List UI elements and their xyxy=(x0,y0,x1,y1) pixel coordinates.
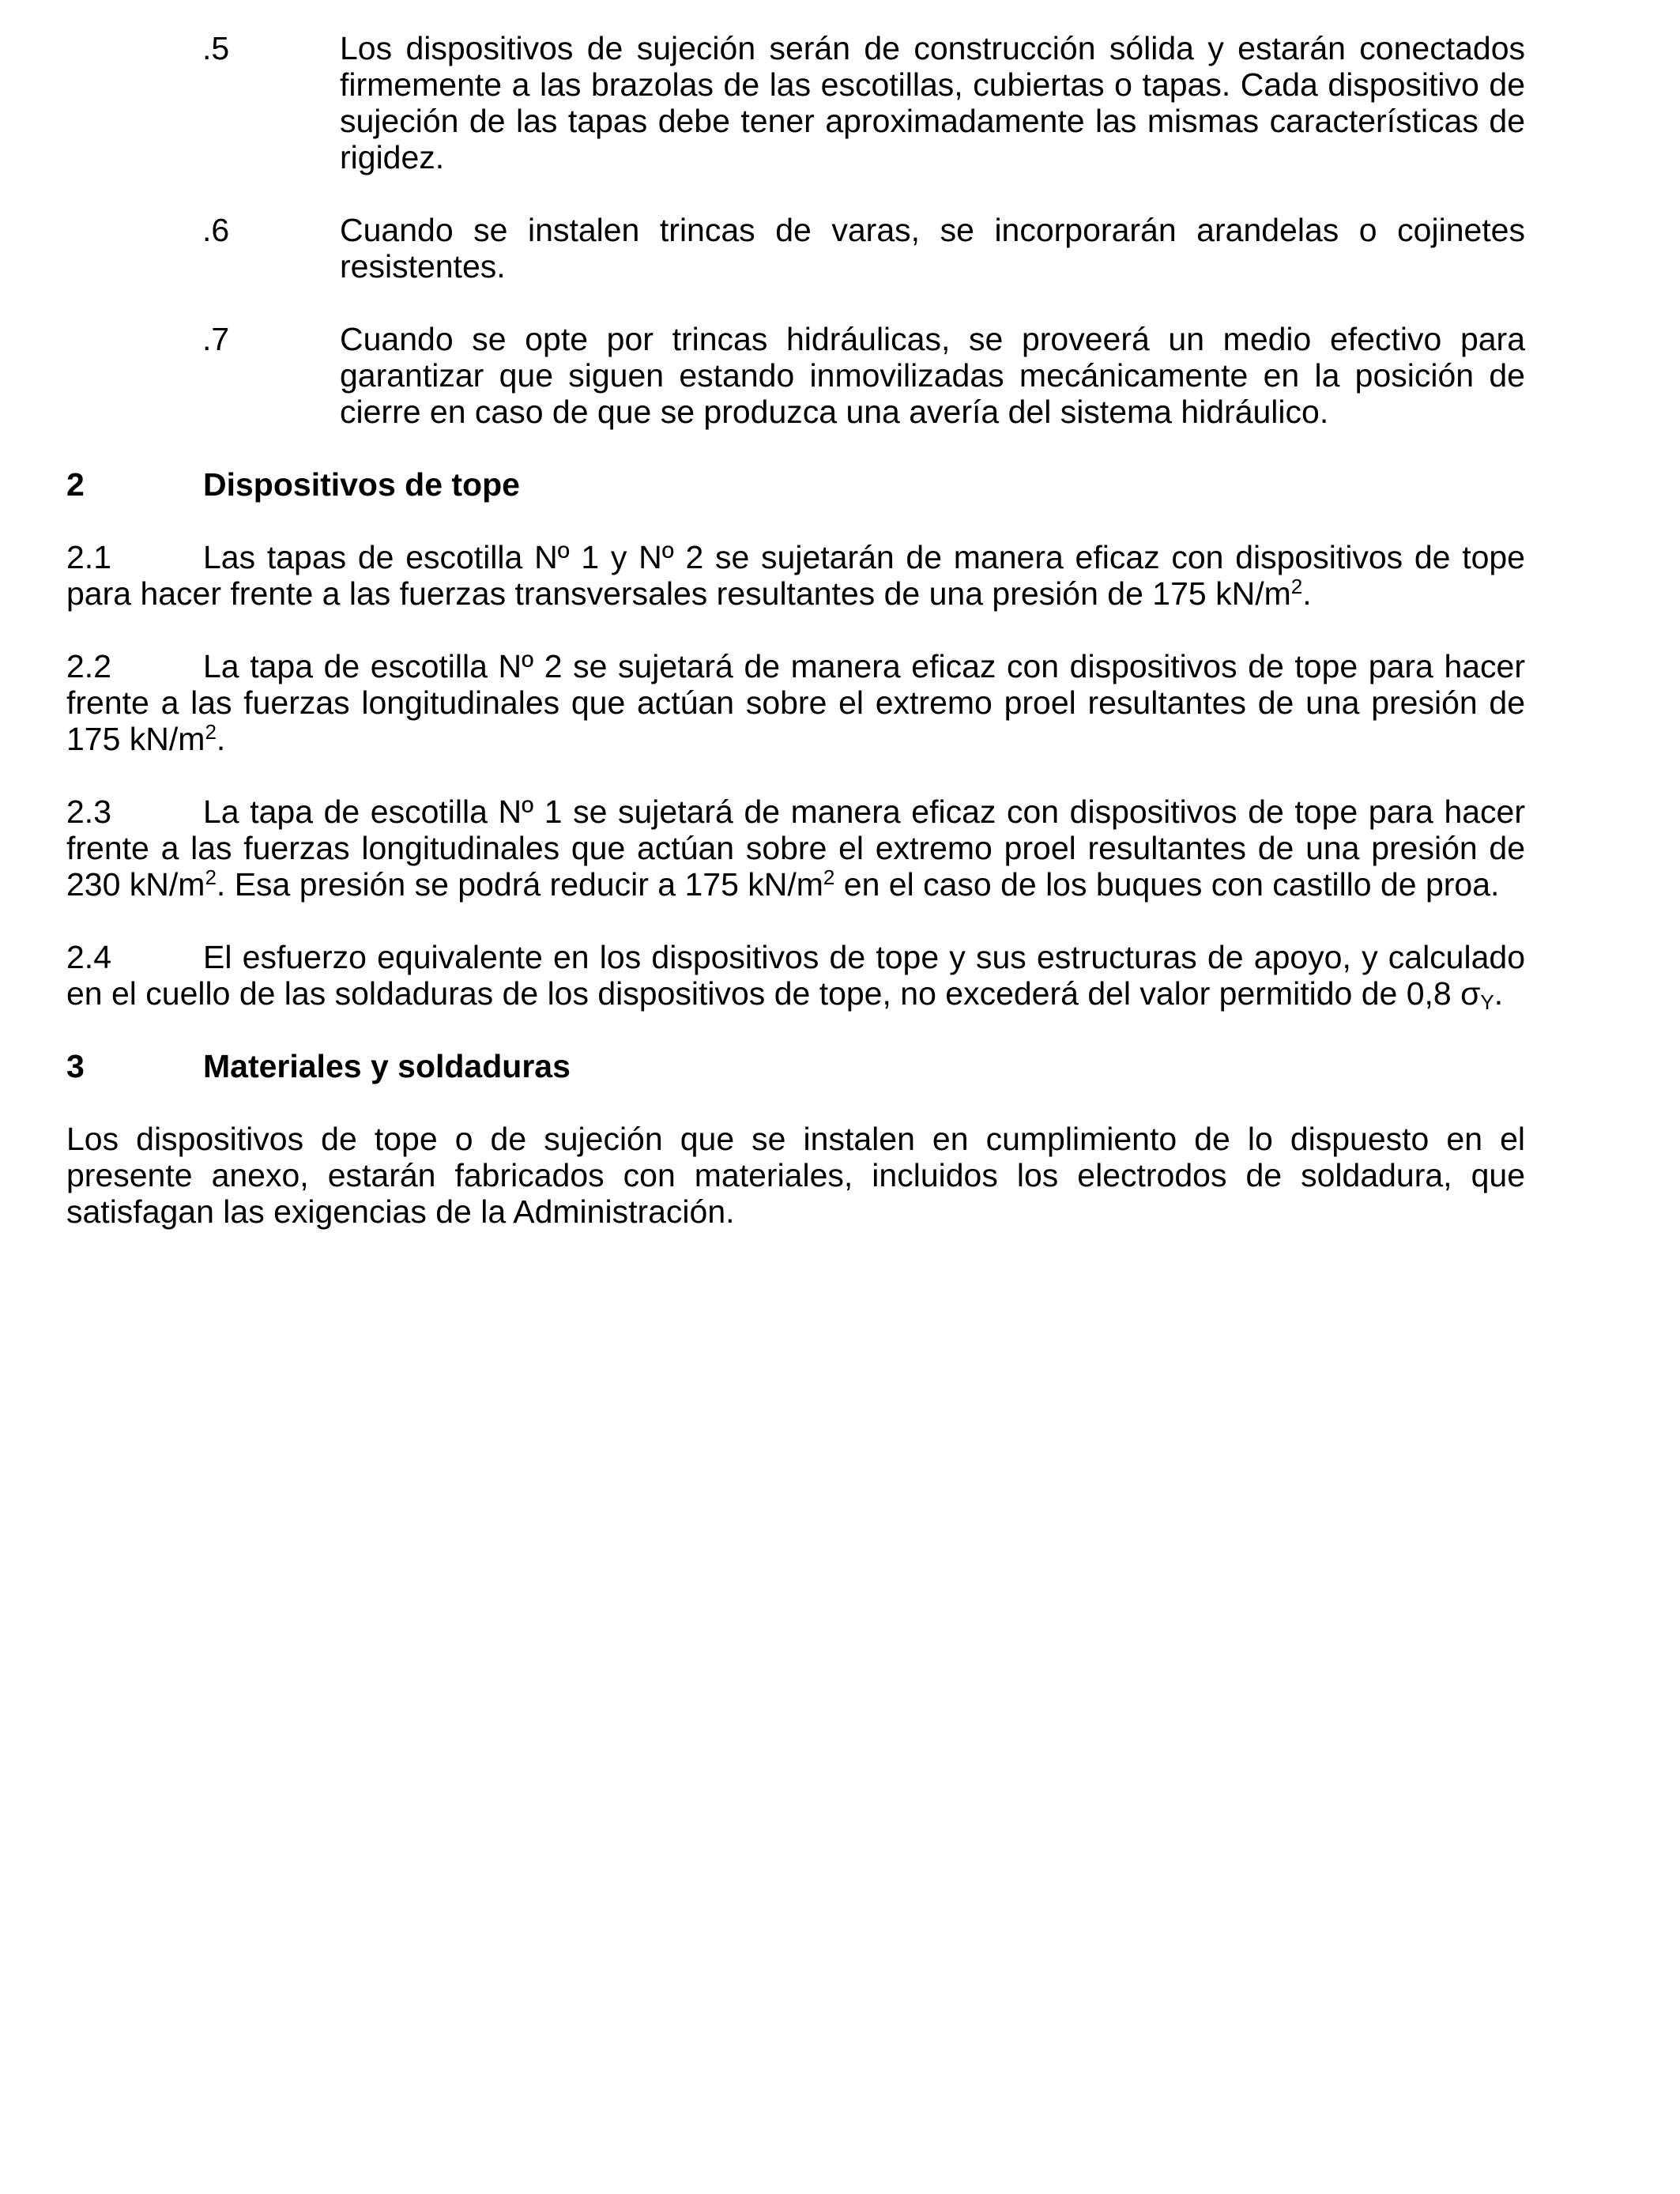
paragraph-2-1 xyxy=(66,539,1525,612)
list-item-7 xyxy=(202,321,1525,430)
document-body xyxy=(66,30,1525,1230)
list-item-text: Cuando se instalen trincas de varas, se incorporarán arandelas o cojinetes resistentes. xyxy=(340,212,1525,285)
section-heading-2 xyxy=(66,466,1525,503)
paragraph-2-3 xyxy=(66,794,1525,903)
section-heading-3 xyxy=(66,1048,1525,1084)
paragraph-2-4 xyxy=(66,939,1525,1012)
paragraph-3 xyxy=(66,1121,1525,1230)
list-item-6 xyxy=(202,212,1525,285)
paragraph-number: 2.2 xyxy=(66,648,111,684)
paragraph-text: Las tapas de escotilla Nº 1 y Nº 2 se sujetarán de manera eficaz con dispositivos de tope para hacer frente a las fuerzas transversales resultantes de una presión de 175 kN/m xyxy=(66,539,1525,612)
paragraph-text: Los dispositivos de tope o de sujeción que se instalen en cumplimiento de lo dispuesto en el presente anexo, estarán fabricados con materiales, incluidos los electrodos de soldadura, que satisfagan las exigencias de la Administración. xyxy=(66,1121,1525,1230)
list-item-number: .6 xyxy=(202,212,230,248)
list-item-number: .5 xyxy=(202,30,230,66)
paragraph-text: La tapa de escotilla Nº 2 se sujetará de manera eficaz con dispositivos de tope para hacer frente a las fuerzas longitudinales que actúan sobre el extremo proel resultantes de una presión de 175 kN/m xyxy=(66,648,1525,757)
paragraph-number: 2.4 xyxy=(66,939,111,975)
subscript: Y xyxy=(1480,990,1494,1014)
paragraph-text: El esfuerzo equivalente en los dispositivos de tope y sus estructuras de apoyo, y calculado en el cuello de las soldaduras de los dispositivos de tope, no excederá del valor permitido de 0,8 σ xyxy=(66,939,1525,1012)
list-item-number: .7 xyxy=(202,321,230,357)
paragraph-text-end: . xyxy=(1494,975,1504,1012)
paragraph-number: 2.3 xyxy=(66,794,111,830)
paragraph-text-end: en el caso de los buques con castillo de proa. xyxy=(834,866,1500,903)
paragraph-number: 2.1 xyxy=(66,539,111,575)
list-item-5 xyxy=(202,30,1525,175)
section-title: Materiales y soldaduras xyxy=(203,1048,571,1084)
superscript: 2 xyxy=(205,865,217,889)
superscript: 2 xyxy=(823,865,835,889)
superscript: 2 xyxy=(205,720,217,744)
section-number: 2 xyxy=(66,466,85,503)
paragraph-text-end: . xyxy=(216,721,226,757)
paragraph-text-middle: . Esa presión se podrá reducir a 175 kN/m xyxy=(216,866,823,903)
section-title: Dispositivos de tope xyxy=(203,466,520,503)
paragraph-text: La tapa de escotilla Nº 1 se sujetará de manera eficaz con dispositivos de tope para hacer frente a las fuerzas longitudinales que actúan sobre el extremo proel resultantes de una presión de 230 kN/m xyxy=(66,794,1525,903)
section-number: 3 xyxy=(66,1048,85,1084)
list-item-text: Los dispositivos de sujeción serán de construcción sólida y estarán conectados firmemente a las brazolas de las escotillas, cubiertas o tapas. Cada dispositivo de sujeción de las tapas debe tener aproximadamente las mismas características de rigidez. xyxy=(340,30,1525,175)
list-item-text: Cuando se opte por trincas hidráulicas, se proveerá un medio efectivo para garantizar que siguen estando inmovilizadas mecánicamente en la posición de cierre en caso de que se produzca una avería del sistema hidráulico. xyxy=(340,321,1525,430)
superscript: 2 xyxy=(1290,575,1303,598)
paragraph-2-2 xyxy=(66,648,1525,757)
paragraph-text-end: . xyxy=(1302,575,1312,612)
